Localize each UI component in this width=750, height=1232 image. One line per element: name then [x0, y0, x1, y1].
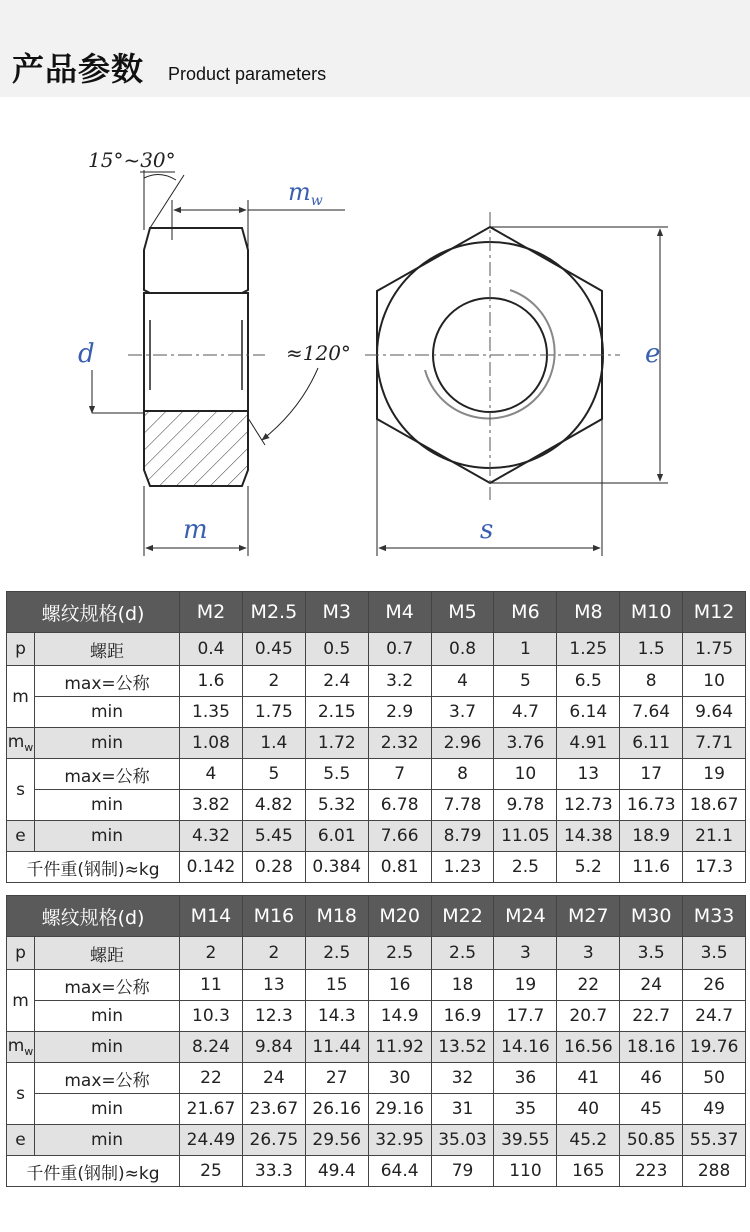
value-cell: 18: [431, 970, 494, 1001]
value-cell: 29.56: [305, 1125, 368, 1156]
size-cell: M24: [494, 896, 557, 937]
value-cell: 18.16: [620, 1032, 683, 1063]
row-s-max: [7, 759, 746, 790]
value-cell: 10: [683, 666, 746, 697]
value-cell: 7.66: [368, 821, 431, 852]
value-cell: 5.32: [305, 790, 368, 821]
value-cell: 1.75: [242, 697, 305, 728]
value-cell: 2: [242, 937, 305, 970]
value-cell: 11.44: [305, 1032, 368, 1063]
value-cell: 14.16: [494, 1032, 557, 1063]
value-cell: 8.79: [431, 821, 494, 852]
value-cell: 24.7: [683, 1001, 746, 1032]
size-cell: M6: [494, 592, 557, 633]
value-cell: 22: [180, 1063, 243, 1094]
value-cell: 26.16: [305, 1094, 368, 1125]
size-cell: M33: [683, 896, 746, 937]
row-label: 千件重(钢制)≈kg: [7, 852, 180, 883]
value-cell: 11.05: [494, 821, 557, 852]
value-cell: 17.7: [494, 1001, 557, 1032]
size-cell: M10: [620, 592, 683, 633]
value-cell: 4: [180, 759, 243, 790]
value-cell: 5.2: [557, 852, 620, 883]
size-cell: M16: [242, 896, 305, 937]
value-cell: 3.7: [431, 697, 494, 728]
value-cell: 1.25: [557, 633, 620, 666]
value-cell: 79: [431, 1156, 494, 1187]
value-cell: 2.5: [305, 937, 368, 970]
row-label: 螺距: [35, 633, 180, 666]
page-header: [0, 0, 750, 97]
value-cell: 2.5: [431, 937, 494, 970]
value-cell: 4: [431, 666, 494, 697]
d-label: d: [78, 339, 95, 369]
value-cell: 32: [431, 1063, 494, 1094]
value-cell: 22.7: [620, 1001, 683, 1032]
value-cell: 11: [180, 970, 243, 1001]
value-cell: 110: [494, 1156, 557, 1187]
value-cell: 1: [494, 633, 557, 666]
value-cell: 15: [305, 970, 368, 1001]
value-cell: 55.37: [683, 1125, 746, 1156]
value-cell: 46: [620, 1063, 683, 1094]
value-cell: 39.55: [494, 1125, 557, 1156]
value-cell: 24.49: [180, 1125, 243, 1156]
value-cell: 288: [683, 1156, 746, 1187]
value-cell: 2.9: [368, 697, 431, 728]
value-cell: 2.32: [368, 728, 431, 759]
value-cell: 3.2: [368, 666, 431, 697]
value-cell: 19.76: [683, 1032, 746, 1063]
size-cell: M3: [305, 592, 368, 633]
row-m-max: [7, 970, 746, 1001]
value-cell: 21.67: [180, 1094, 243, 1125]
top-view: [365, 212, 668, 556]
value-cell: 1.5: [620, 633, 683, 666]
symbol-cell: m: [7, 970, 35, 1032]
value-cell: 50.85: [620, 1125, 683, 1156]
header-label: 螺纹规格(d): [7, 592, 180, 633]
value-cell: 9.84: [242, 1032, 305, 1063]
size-cell: M22: [431, 896, 494, 937]
value-cell: 1.4: [242, 728, 305, 759]
value-cell: 7: [368, 759, 431, 790]
value-cell: 25: [180, 1156, 243, 1187]
value-cell: 12.3: [242, 1001, 305, 1032]
row-label: min: [35, 728, 180, 759]
value-cell: 1.75: [683, 633, 746, 666]
value-cell: 1.08: [180, 728, 243, 759]
value-cell: 0.45: [242, 633, 305, 666]
symbol-cell: e: [7, 821, 35, 852]
value-cell: 1.72: [305, 728, 368, 759]
value-cell: 12.73: [557, 790, 620, 821]
row-mw: [7, 728, 746, 759]
value-cell: 35: [494, 1094, 557, 1125]
value-cell: 3: [557, 937, 620, 970]
header-label: 螺纹规格(d): [7, 896, 180, 937]
row-label: min: [35, 790, 180, 821]
row-label: min: [35, 1125, 180, 1156]
value-cell: 49.4: [305, 1156, 368, 1187]
value-cell: 2.5: [494, 852, 557, 883]
value-cell: 14.38: [557, 821, 620, 852]
table-header-row: [7, 592, 746, 633]
value-cell: 23.67: [242, 1094, 305, 1125]
row-label: min: [35, 1032, 180, 1063]
value-cell: 16.56: [557, 1032, 620, 1063]
value-cell: 49: [683, 1094, 746, 1125]
size-cell: M2.5: [242, 592, 305, 633]
value-cell: 8.24: [180, 1032, 243, 1063]
symbol-cell: s: [7, 759, 35, 821]
value-cell: 2.15: [305, 697, 368, 728]
value-cell: 20.7: [557, 1001, 620, 1032]
mw-label: $m_w$: [288, 178, 323, 209]
value-cell: 35.03: [431, 1125, 494, 1156]
row-s-min: [7, 790, 746, 821]
size-cell: M20: [368, 896, 431, 937]
value-cell: 3.5: [683, 937, 746, 970]
size-cell: M30: [620, 896, 683, 937]
value-cell: 0.4: [180, 633, 243, 666]
value-cell: 50: [683, 1063, 746, 1094]
size-cell: M12: [683, 592, 746, 633]
row-label: max=公称: [35, 759, 180, 790]
value-cell: 4.32: [180, 821, 243, 852]
value-cell: 30: [368, 1063, 431, 1094]
value-cell: 3.76: [494, 728, 557, 759]
m-label: m: [183, 515, 208, 545]
value-cell: 17: [620, 759, 683, 790]
value-cell: 22: [557, 970, 620, 1001]
value-cell: 3.5: [620, 937, 683, 970]
symbol-cell: s: [7, 1063, 35, 1125]
value-cell: 6.11: [620, 728, 683, 759]
value-cell: 0.384: [305, 852, 368, 883]
value-cell: 223: [620, 1156, 683, 1187]
value-cell: 5: [242, 759, 305, 790]
size-cell: M18: [305, 896, 368, 937]
value-cell: 0.7: [368, 633, 431, 666]
value-cell: 18.67: [683, 790, 746, 821]
row-weight: [7, 1156, 746, 1187]
row-m-max: [7, 666, 746, 697]
value-cell: 9.78: [494, 790, 557, 821]
value-cell: 16.73: [620, 790, 683, 821]
row-weight: [7, 852, 746, 883]
value-cell: 26.75: [242, 1125, 305, 1156]
value-cell: 2.4: [305, 666, 368, 697]
size-cell: M4: [368, 592, 431, 633]
row-pitch: [7, 937, 746, 970]
value-cell: 1.35: [180, 697, 243, 728]
value-cell: 36: [494, 1063, 557, 1094]
value-cell: 17.3: [683, 852, 746, 883]
value-cell: 7.64: [620, 697, 683, 728]
page-title: 产品参数: [12, 50, 145, 88]
value-cell: 13.52: [431, 1032, 494, 1063]
value-cell: 4.7: [494, 697, 557, 728]
row-label: 千件重(钢制)≈kg: [7, 1156, 180, 1187]
row-mw: [7, 1032, 746, 1063]
value-cell: 19: [494, 970, 557, 1001]
s-label: s: [480, 515, 494, 545]
value-cell: 13: [242, 970, 305, 1001]
value-cell: 0.142: [180, 852, 243, 883]
value-cell: 4.82: [242, 790, 305, 821]
spec-table-2: [6, 895, 746, 1187]
symbol-cell: p: [7, 633, 35, 666]
angle-range-label: 15°~30°: [88, 148, 176, 172]
hex-nut-technical-drawing: [0, 130, 750, 570]
value-cell: 40: [557, 1094, 620, 1125]
value-cell: 26: [683, 970, 746, 1001]
value-cell: 45: [620, 1094, 683, 1125]
size-cell: M5: [431, 592, 494, 633]
value-cell: 7.78: [431, 790, 494, 821]
value-cell: 7.71: [683, 728, 746, 759]
value-cell: 11.6: [620, 852, 683, 883]
row-label: max=公称: [35, 970, 180, 1001]
row-label: max=公称: [35, 1063, 180, 1094]
value-cell: 27: [305, 1063, 368, 1094]
value-cell: 14.3: [305, 1001, 368, 1032]
value-cell: 6.78: [368, 790, 431, 821]
row-label: 螺距: [35, 937, 180, 970]
row-e: [7, 1125, 746, 1156]
value-cell: 1.23: [431, 852, 494, 883]
value-cell: 18.9: [620, 821, 683, 852]
value-cell: 19: [683, 759, 746, 790]
value-cell: 8: [431, 759, 494, 790]
value-cell: 0.81: [368, 852, 431, 883]
value-cell: 21.1: [683, 821, 746, 852]
size-cell: M27: [557, 896, 620, 937]
value-cell: 3: [494, 937, 557, 970]
page-subtitle: Product parameters: [168, 64, 327, 84]
row-label: min: [35, 821, 180, 852]
row-m-min: [7, 697, 746, 728]
value-cell: 8: [620, 666, 683, 697]
value-cell: 10.3: [180, 1001, 243, 1032]
e-label: e: [645, 339, 661, 369]
symbol-cell: $m_w$: [7, 728, 35, 759]
value-cell: 165: [557, 1156, 620, 1187]
value-cell: 0.8: [431, 633, 494, 666]
table-header-row: [7, 896, 746, 937]
row-label: max=公称: [35, 666, 180, 697]
value-cell: 9.64: [683, 697, 746, 728]
value-cell: 2: [242, 666, 305, 697]
value-cell: 5: [494, 666, 557, 697]
row-m-min: [7, 1001, 746, 1032]
value-cell: 32.95: [368, 1125, 431, 1156]
value-cell: 64.4: [368, 1156, 431, 1187]
row-pitch: [7, 633, 746, 666]
angle-120-label: ≈120°: [286, 341, 351, 365]
value-cell: 41: [557, 1063, 620, 1094]
value-cell: 10: [494, 759, 557, 790]
value-cell: 14.9: [368, 1001, 431, 1032]
value-cell: 2.96: [431, 728, 494, 759]
value-cell: 5.45: [242, 821, 305, 852]
value-cell: 2.5: [368, 937, 431, 970]
row-e: [7, 821, 746, 852]
value-cell: 31: [431, 1094, 494, 1125]
row-label: min: [35, 1094, 180, 1125]
value-cell: 13: [557, 759, 620, 790]
value-cell: 45.2: [557, 1125, 620, 1156]
value-cell: 5.5: [305, 759, 368, 790]
size-cell: M8: [557, 592, 620, 633]
value-cell: 3.82: [180, 790, 243, 821]
row-s-max: [7, 1063, 746, 1094]
value-cell: 6.14: [557, 697, 620, 728]
value-cell: 0.5: [305, 633, 368, 666]
value-cell: 33.3: [242, 1156, 305, 1187]
value-cell: 2: [180, 937, 243, 970]
row-label: min: [35, 1001, 180, 1032]
symbol-cell: e: [7, 1125, 35, 1156]
value-cell: 29.16: [368, 1094, 431, 1125]
value-cell: 6.5: [557, 666, 620, 697]
value-cell: 1.6: [180, 666, 243, 697]
value-cell: 16.9: [431, 1001, 494, 1032]
symbol-cell: m: [7, 666, 35, 728]
value-cell: 6.01: [305, 821, 368, 852]
value-cell: 4.91: [557, 728, 620, 759]
spec-table-1: [6, 591, 746, 883]
value-cell: 0.28: [242, 852, 305, 883]
symbol-cell: $m_w$: [7, 1032, 35, 1063]
size-cell: M2: [180, 592, 243, 633]
row-label: min: [35, 697, 180, 728]
row-s-min: [7, 1094, 746, 1125]
value-cell: 24: [242, 1063, 305, 1094]
value-cell: 24: [620, 970, 683, 1001]
value-cell: 11.92: [368, 1032, 431, 1063]
value-cell: 16: [368, 970, 431, 1001]
size-cell: M14: [180, 896, 243, 937]
symbol-cell: p: [7, 937, 35, 970]
